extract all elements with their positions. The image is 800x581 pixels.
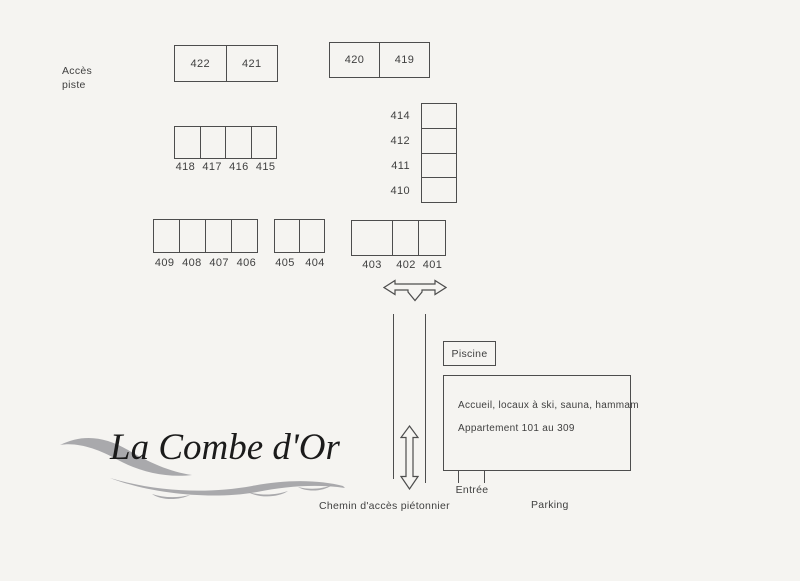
unit-label-417: 417 [202,161,222,173]
two-way-arrow-icon [400,425,419,490]
unit-labels-409-406 [151,257,260,269]
piscine-box [443,341,496,366]
unit-label-405: 405 [275,257,295,269]
road-line-left [393,314,394,479]
unit-cell-407 [205,220,231,252]
unit-label-411: 411 [391,159,410,172]
unit-cell-420 [330,43,379,77]
building-block-409-406 [153,219,258,253]
building-block-414-410 [421,103,457,203]
unit-labels-403-401 [351,259,446,271]
building-block-422-421 [174,45,278,82]
unit-label-418: 418 [175,161,196,173]
unit-label-406: 406 [236,257,257,269]
unit-labels-418-415 [172,161,279,173]
unit-label-402: 402 [396,259,416,271]
acces-piste-line1: Accès [62,65,93,77]
entrance-mark-right [484,471,485,483]
unit-label-419: 419 [394,54,415,66]
unit-label-412: 412 [390,134,410,147]
unit-cell-408 [179,220,205,252]
unit-cell-401 [418,221,445,255]
logo-text: La Combe d'Or [110,427,340,468]
road-line-right [425,314,426,483]
unit-cell-411 [422,153,456,178]
acces-piste-line2: piste [62,79,86,91]
chemin-label: Chemin d'accès piétonnier [319,500,450,512]
unit-cell-416 [225,127,251,158]
unit-cell-406 [231,220,257,252]
unit-label-401: 401 [422,259,443,271]
building-block-403-401 [351,220,446,256]
main-building-box [443,375,639,471]
unit-cell-409 [154,220,179,252]
unit-label-407: 407 [209,257,229,269]
building-block-405-404 [274,219,325,253]
unit-cell-418 [175,127,200,158]
unit-cell-419 [379,43,429,77]
entrance-mark-left [458,471,459,483]
unit-labels-414-410 [380,103,410,203]
unit-label-403: 403 [362,259,382,271]
acces-piste-label [62,64,92,92]
unit-label-416: 416 [229,161,249,173]
main-building-apartments-label: Appartement 101 au 309 [458,423,575,434]
unit-label-421: 421 [241,57,262,70]
unit-label-422: 422 [190,57,211,70]
unit-label-415: 415 [255,161,276,173]
unit-cell-417 [200,127,226,158]
unit-cell-404 [299,220,324,252]
unit-label-409: 409 [154,257,175,269]
unit-cell-415 [251,127,277,158]
unit-label-404: 404 [305,257,325,269]
unit-cell-405 [275,220,299,252]
unit-cell-422 [175,46,226,81]
junction-arrow-icon [383,279,447,303]
entree-label: Entrée [455,484,489,496]
unit-label-414: 414 [390,109,410,122]
unit-cell-421 [226,46,278,81]
unit-label-410: 410 [390,184,410,197]
building-block-420-419 [329,42,430,78]
unit-cell-410 [422,177,456,202]
building-block-418-415 [174,126,277,159]
unit-cell-414 [422,104,456,128]
parking-label: Parking [531,499,569,511]
unit-cell-403 [352,221,392,255]
unit-cell-402 [392,221,418,255]
main-building-services-label: Accueil, locaux à ski, sauna, hammam [458,400,639,411]
piscine-label: Piscine [451,347,488,360]
unit-label-420: 420 [344,54,365,66]
unit-cell-412 [422,128,456,153]
unit-label-408: 408 [182,257,202,269]
unit-labels-405-404 [270,257,330,269]
